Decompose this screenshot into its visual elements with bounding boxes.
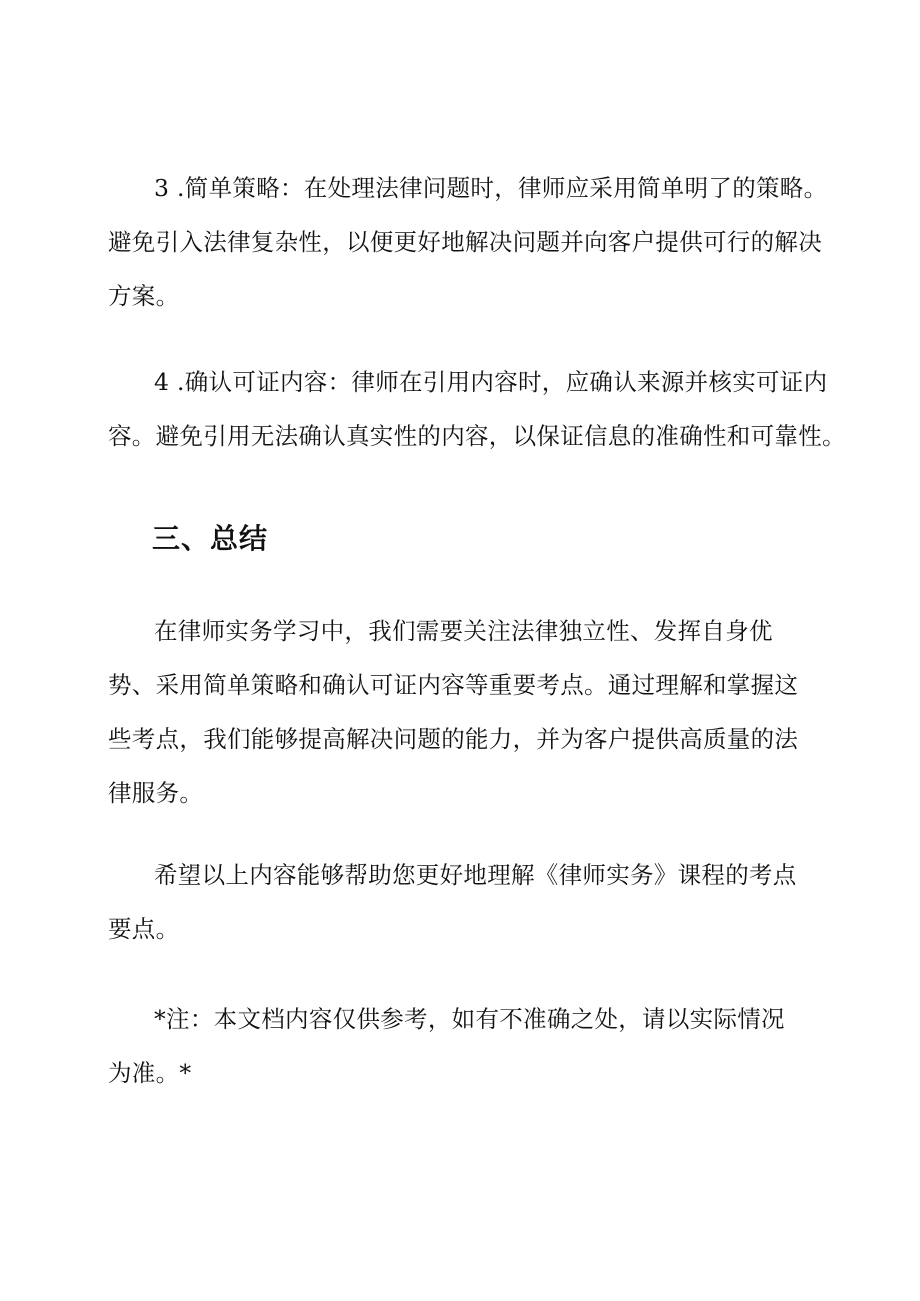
paragraph-simple-strategy: 3 .简单策略：在处理法律问题时，律师应采用简单明了的策略。避免引入法律复杂性，以便更好地解决问题并向客户提供可行的解决方案。 [108,174,828,310]
paragraph-note: *注：本文档内容仅供参考，如有不准确之处，请以实际情况为准。* [108,1005,785,1087]
paragraph-hope: 希望以上内容能够帮助您更好地理解《律师实务》课程的考点要点。 [108,861,797,943]
section-heading-summary: 三、总结 [152,522,269,555]
paragraph-summary: 在律师实务学习中，我们需要关注法律独立性、发挥自身优势、采用简单策略和确认可证内容等重要考点。通过理解和掌握这些考点，我们能够提高解决问题的能力，并为客户提供高质量的法律服务。 [108,617,799,807]
paragraph-verifiable-content: 4 .确认可证内容：律师在引用内容时，应确认来源并核实可证内容。避免引用无法确认真实性的内容，以保证信息的准确性和可靠性。 [108,368,846,450]
